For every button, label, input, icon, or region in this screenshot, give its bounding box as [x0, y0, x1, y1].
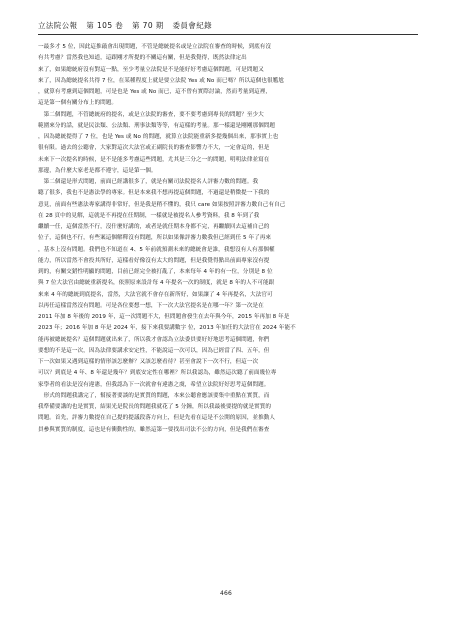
text-line: 位子，這個也不行，有些案這個解釋沒有問題，所以如果像評審力數我但已經到任 5 年了再來 [38, 235, 272, 242]
text-line: ，就算有考慮到這個問題，可是也是 Yes 或 No 而已，這不曾有實際討論，然而考量到這裡， [38, 89, 272, 95]
text-line: 來了，如果總統府沒有對這一點，至少考量立法院是不是能好好考慮這個問題，可是問題又 [38, 66, 264, 73]
text-line: 一最多才 5 位，因此這推敲會出現問題，不管是總統提名或是立法院在審查的時候，到底有沒 [38, 44, 272, 50]
text-line: ，因為總統提得了 7 位，也是 Yes 或 No 的問題，就算立法院能重新多提幾個出來，那事實上也 [38, 134, 279, 140]
publication-name: 立法院公報 [38, 21, 78, 30]
text-line: 問題。首先，評審力數提在自己提的提議段落方向上，但是先看在這是不公開的原因，並推動人 [38, 415, 276, 422]
text-line: 第二個問題，不管總統府的提名，或是立法院的審查，要不要考慮到專長的問題？至少大 [38, 111, 264, 118]
text-line: 能再被總統提名？這個問題就出來了，所以我才會認為立法委員要好好地思考這個問題，你們 [38, 336, 270, 343]
text-line: 未來下一次提名的時候，是不是能多考慮這些問題，尤其是三分之一的問題，明明法律並寫在 [38, 156, 270, 163]
text-line: 能力，所以當然不會投其所好，這樣看好像沒有太大的問題，但是我覺得點出前面專家沒有提 [38, 257, 270, 264]
volume-number: 第 105 卷 [86, 21, 124, 30]
text-line: 那邊，為什麼大家老是都不遵守，這是第一個。 [38, 167, 157, 174]
text-line: 到的，有關交錯性明顯的問題，目前已經完全被打亂了，本來每年 4 年的有一位，分別是 8 位 [38, 269, 273, 275]
text-line: 繼續一任，這個當然不行，沒什麼好講的，或者是就任期本身都不完，再繼續回去這補自己的 [38, 224, 270, 230]
page-header [38, 20, 418, 35]
text-line: 這是第一個有關分布上的問題。 [38, 100, 118, 107]
text-line: 員參與實質的制度，這也是有衝動性的，雖然這第一要找出司法不公的方向，但是我們在審查 [38, 426, 270, 433]
text-line: 我準備要講的也是實質，結果光是院長的問題我就花了 5 分鐘，所以我最後要提的就是實質的 [38, 404, 272, 410]
text-line: ，基本上沒有問題。我們也不知道在 4、5 年前就預測未來的總統會是誰，我想沒有人有那個權 [38, 246, 275, 253]
text-line: 與 7 位大法官由總統重新提名，依照原來設計每 4 年提名一次的制度，就是 8 年的人不可能跟 [38, 280, 275, 287]
text-line: 下一次如果又遇到這樣的情形該怎麼辦？又該怎麼看待？甚至會說下一次不行，但這一次 [38, 359, 259, 365]
text-line: 有共考慮？當然我也知道，這跟剛才所提的不關這有關，但是我覺得，既然法律定出 [38, 55, 247, 62]
issue-number: 第 70 期 [131, 21, 164, 30]
text-line: 範圍來分的話，就是民法類、公法類、刑事法類等等，有這樣的考量。那一樣還是剛剛那個問題 [38, 122, 276, 129]
page-number: 466 [219, 590, 233, 597]
text-line: 聽了很多，我也不是憲法學的專家。但是本來我不想再提這個問題，不過還是稍微提一下我的 [38, 190, 270, 197]
section-name: 委員會紀錄 [172, 21, 212, 30]
text-line: 2023 年；2016 年加 8 年是 2024 年，接下來我要講數字 位，2013 年加任的大法官在 2024 年能不 [38, 325, 296, 332]
text-line: 很有限。過去的公聽會，大家對這次大法官或正副院長的審查影響力不大，一定會這的，但是 [38, 145, 270, 152]
text-line: 家學者的看法是沒有違憲，但我認為下一次就會有違憲之虞，希望立法院好好思考這個問題。 [38, 381, 270, 388]
body-text [38, 42, 414, 436]
text-line: 可以？到底是 4 年、8 年還是幾年？到底安定性在哪裡？所以我認為，雖然這次聽了前面幾位專 [38, 370, 277, 377]
text-line: 要想的不是這一次，因為法律要講求安定性，不能說這一次可以，因為已經當了四、五年，但 [38, 347, 270, 354]
text-line: 來了，因為總統提名共得 7 位，在某種程度上就是要立法院 Yes 或 No 而已嗎？所以這個也很尷尬 [38, 77, 284, 84]
text-line: 形式的問題我講完了，幫接著要談的是實質的問題，本來公聽會應該要集中重點在實質，而 [38, 392, 270, 399]
text-line: 來來 4 年的總統到底提名，當然，大法官就不會存在新所好，如果讓了 4 年再提名，大法官可 [38, 291, 273, 298]
text-line: 在 28 頁中的見解，這就是不再提在任期制，一樣就是被提名人參考資料，我 8 年到了我 [38, 212, 260, 219]
text-line: 第二個還是形式問題，前面已經講很多了，就是有關司法院提名人評審力數的問題。我 [38, 179, 259, 185]
text-line: 2011 年加 8 年後的 2019 年，這一次問題不大，但問題會發生在去年與今年，2015 年再加 8 年是 [38, 314, 290, 320]
text-line: 以再任這樣當然沒有問題。可是各位要想一想，下一次大法官提名是在哪一年？第一次是在 [38, 302, 264, 309]
text-line: 意見，前面有些憲法專家講得非常好，但是我是稍不懂的，我只 care 如果按照評審力數自己有自己 [38, 201, 286, 208]
